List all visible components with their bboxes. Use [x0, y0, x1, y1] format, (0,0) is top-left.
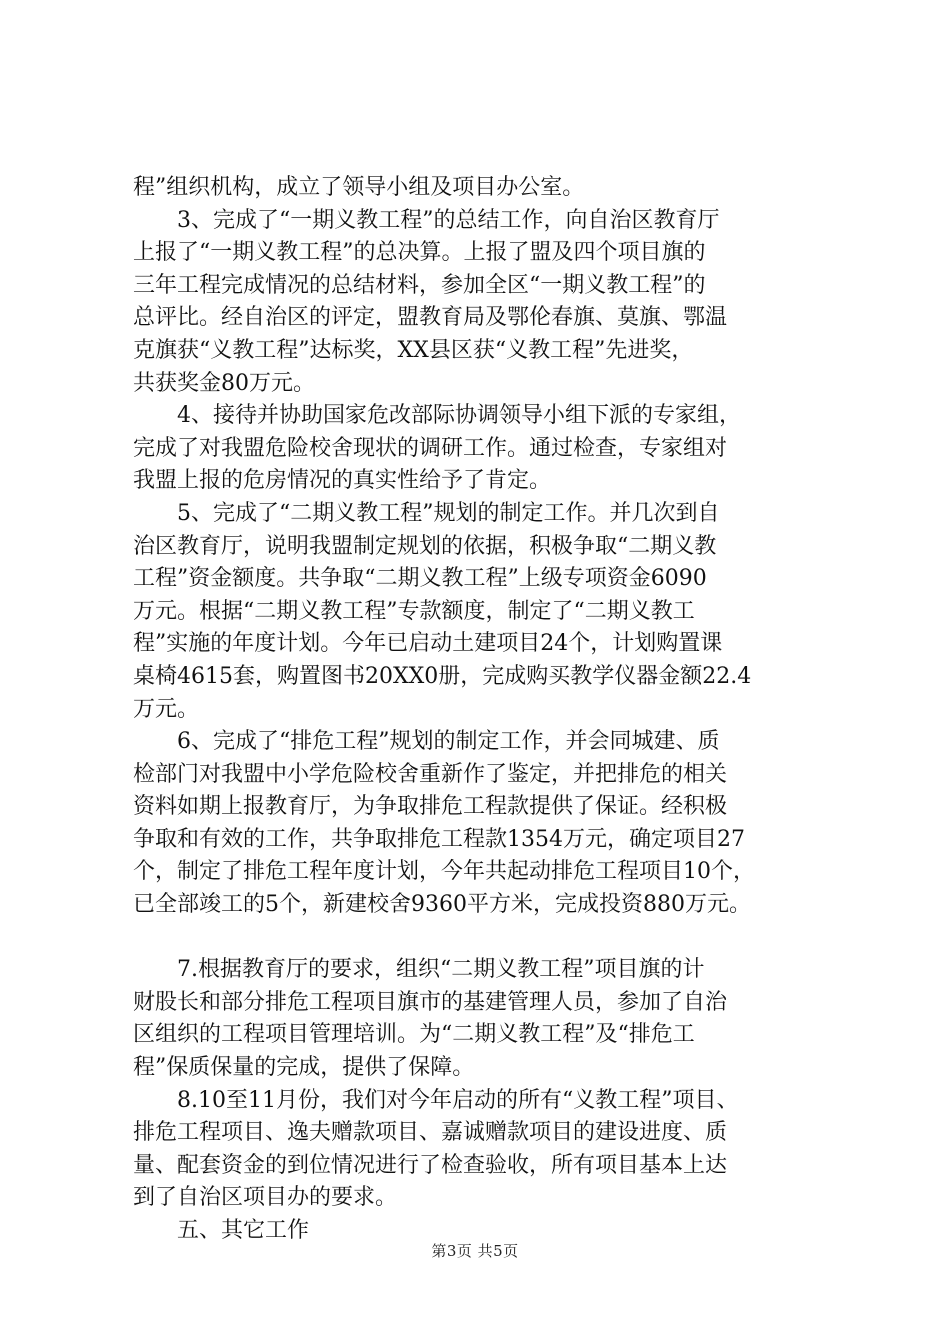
text-line: 总评比。经自治区的评定，盟教育局及鄂伦春旗、莫旗、鄂温 [133, 305, 728, 331]
document-body [133, 172, 847, 1248]
text-line: 争取和有效的工作，共争取排危工程款1354万元，确定项目27 [133, 826, 745, 852]
text-line: 程”实施的年度计划。今年已启动土建项目24个，计划购置课 [133, 631, 723, 657]
text-line: 我盟上报的危房情况的真实性给予了肯定。 [133, 468, 552, 494]
text-line: 8.10至11月份，我们对今年启动的所有“义教工程”项目、 [133, 1087, 739, 1113]
text-line: 4、接待并协助国家危改部际协调领导小组下派的专家组， [133, 403, 741, 429]
page-footer: 第3页 共5页 [431, 1242, 519, 1260]
text-line: 已全部竣工的5个，新建校舍9360平方米，完成投资880万元。 [133, 892, 751, 918]
text-line: 三年工程完成情况的总结材料，参加全区“一期义教工程”的 [133, 272, 706, 298]
text-line: 资料如期上报教育厅，为争取排危工程款提供了保证。经积极 [133, 794, 728, 820]
text-line: 程”保质保量的完成，提供了保障。 [133, 1055, 475, 1081]
text-line: 程”组织机构，成立了领导小组及项目办公室。 [133, 175, 585, 200]
text-line: 工程”资金额度。共争取“二期义教工程”上级专项资金6090 [133, 566, 707, 592]
text-line: 财股长和部分排危工程项目旗市的基建管理人员，参加了自治 [133, 989, 728, 1015]
text-line: 上报了“一期义教工程”的总决算。上报了盟及四个项目旗的 [133, 240, 706, 266]
text-line: 万元。 [133, 696, 200, 722]
text-line: 3、完成了“一期义教工程”的总结工作，向自治区教育厅 [133, 207, 720, 233]
text-line: 5、完成了“二期义教工程”规划的制定工作。并几次到自 [133, 500, 720, 526]
text-line: 克旗获“义教工程”达标奖，XX县区获“义教工程”先进奖， [133, 337, 694, 363]
text-line: 检部门对我盟中小学危险校舍重新作了鉴定，并把排危的相关 [133, 761, 728, 787]
text-line: 五、其它工作 [133, 1218, 310, 1243]
text-line: 6、完成了“排危工程”规划的制定工作，并会同城建、质 [133, 729, 720, 755]
text-line: 完成了对我盟危险校舍现状的调研工作。通过检查，专家组对 [133, 435, 728, 461]
text-line: 排危工程项目、逸夫赠款项目、嘉诚赠款项目的建设进度、质 [133, 1120, 728, 1146]
text-line: 共获奖金80万元。 [133, 370, 315, 396]
text-line: 到了自治区项目办的要求。 [133, 1185, 398, 1211]
text-line: 区组织的工程项目管理培训。为“二期义教工程”及“排危工 [133, 1022, 695, 1048]
text-line: 量、配套资金的到位情况进行了检查验收，所有项目基本上达 [133, 1152, 728, 1178]
text-line: 个，制定了排危工程年度计划，今年共起动排危工程项目10个， [133, 859, 755, 885]
blank-line [133, 922, 847, 955]
text-line: 治区教育厅，说明我盟制定规划的依据，积极争取“二期义教 [133, 533, 717, 559]
text-line: 万元。根据“二期义教工程”专款额度，制定了“二期义教工 [133, 598, 695, 624]
text-line: 7.根据教育厅的要求，组织“二期义教工程”项目旗的计 [133, 957, 705, 983]
text-line: 桌椅4615套，购置图书20XX0册，完成购买教学仪器金额22.4 [133, 663, 752, 689]
